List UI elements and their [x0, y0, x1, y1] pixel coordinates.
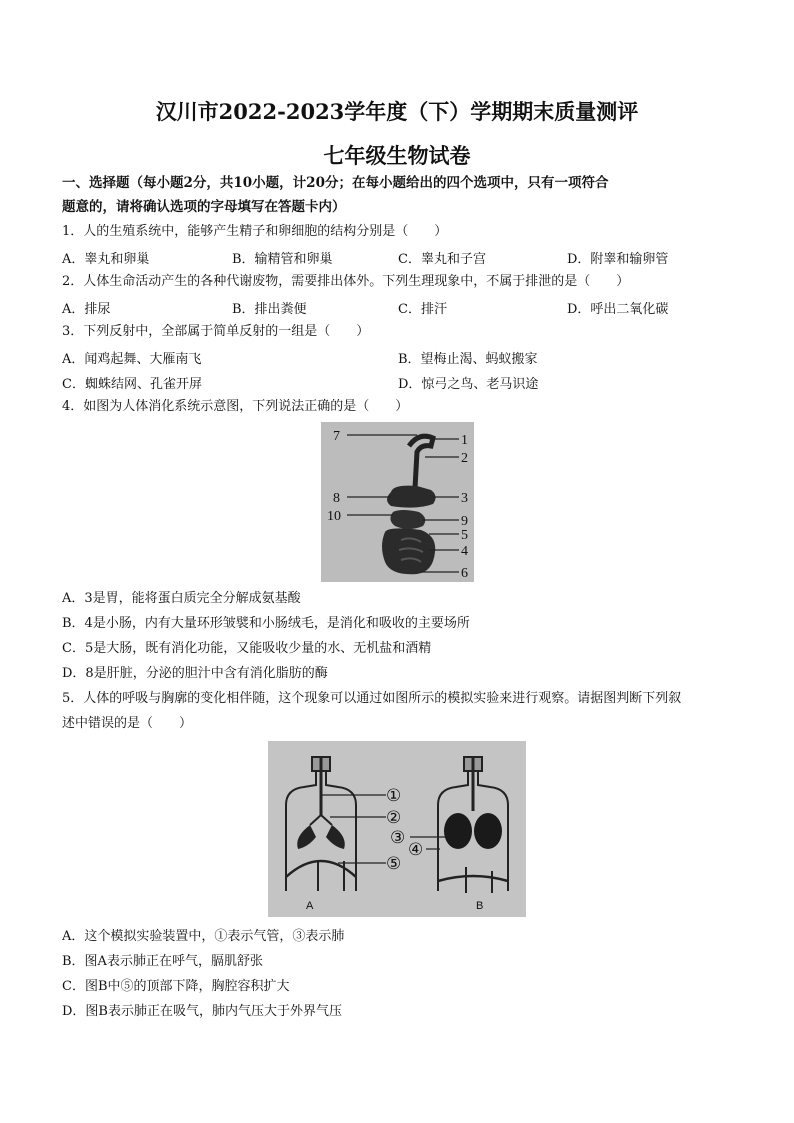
question-3-option-d: D．惊弓之鸟、老马识途 [398, 377, 539, 392]
question-3-option-a: A．闻鸡起舞、大雁南飞 [62, 352, 202, 367]
pancreas-shape [390, 510, 425, 529]
label-circled-4: ④ [408, 840, 424, 860]
breathing-model-drawing [268, 741, 526, 917]
question-5-option-b: B．图A表示肺正在呼气，膈肌舒张 [62, 954, 263, 969]
question-2-option-b: B．排出粪便 [232, 302, 307, 317]
question-2-option-d: D．呼出二氧化碳 [567, 302, 669, 317]
label-2: 2 [461, 451, 468, 466]
figure-label-b: B [476, 900, 484, 912]
question-5-stem-line1: 5．人体的呼吸与胸廓的变化相伴随，这个现象可以通过如图所示的模拟实验来进行观察。请据图判断下列叙 [62, 691, 682, 706]
label-3: 3 [461, 491, 468, 506]
question-2-option-a: A．排尿 [62, 302, 111, 317]
question-3-stem: 3．下列反射中，全部属于简单反射的一组是（ ） [62, 324, 370, 339]
label-6: 6 [461, 566, 468, 581]
label-8: 8 [333, 491, 340, 506]
question-1-option-c: C．睾丸和子宫 [398, 252, 486, 267]
question-5-option-d: D．图B表示肺正在吸气，肺内气压大于外界气压 [62, 1004, 342, 1019]
question-5-option-a: A．这个模拟实验装置中，①表示气管，③表示肺 [62, 929, 345, 944]
page-title: 汉川市2022-2023学年度（下）学期期末质量测评 [155, 99, 639, 124]
liver-stomach-shape [387, 486, 436, 508]
question-4-option-b: B．4是小肠，内有大量环形皱襞和小肠绒毛，是消化和吸收的主要场所 [62, 616, 470, 631]
breathing-model-figure [268, 741, 526, 917]
section-heading-line1: 一、选择题（每小题2分，共10小题，计20分；在每小题给出的四个选项中，只有一项符合 [62, 175, 609, 191]
question-1-stem: 1．人的生殖系统中，能够产生精子和卵细胞的结构分别是（ ） [62, 224, 448, 239]
question-3-option-c: C．蜘蛛结网、孔雀开屏 [62, 377, 202, 392]
jar-b-lung-right [474, 813, 502, 849]
figure-circled-labels [386, 786, 423, 874]
digestive-system-drawing [321, 422, 474, 582]
question-3-option-b: B．望梅止渴、蚂蚁搬家 [398, 352, 538, 367]
label-9: 9 [461, 514, 468, 529]
label-1: 1 [461, 433, 468, 448]
label-circled-2: ② [386, 808, 402, 828]
label-circled-3: ③ [390, 828, 406, 848]
jar-b-lung-left [444, 813, 472, 849]
jar-a-lung-left [297, 825, 316, 849]
question-4-option-c: C．5是大肠，既有消化功能，又能吸收少量的水、无机盐和酒精 [62, 641, 432, 656]
intestine-shape [382, 528, 435, 574]
label-10: 10 [327, 509, 341, 524]
figure-label-a: A [306, 900, 314, 912]
question-1-option-a: A．睾丸和卵巢 [62, 252, 150, 267]
label-7: 7 [333, 429, 340, 444]
question-4-option-d: D．8是肝脏，分泌的胆汁中含有消化脂肪的酶 [62, 666, 328, 681]
question-2-stem: 2．人体生命活动产生的各种代谢废物，需要排出体外。下列生理现象中，不属于排泄的是（ ） [62, 274, 630, 289]
question-1-option-b: B．输精管和卵巢 [232, 252, 333, 267]
question-4-option-a: A．3是胃，能将蛋白质完全分解成氨基酸 [62, 591, 301, 606]
question-2-option-c: C．排汗 [398, 302, 447, 317]
jar-a-lung-right [326, 825, 345, 849]
label-circled-1: ① [386, 786, 402, 806]
label-4: 4 [461, 544, 468, 559]
section-heading-line2: 题意的，请将确认选项的字母填写在答题卡内） [62, 199, 346, 215]
question-5-option-c: C．图B中⑤的顶部下降，胸腔容积扩大 [62, 979, 290, 994]
label-5: 5 [461, 528, 468, 543]
page-subtitle: 七年级生物试卷 [323, 143, 471, 168]
jar-b-diaphragm [438, 876, 508, 881]
question-5-stem-line2: 述中错误的是（ ） [62, 716, 193, 731]
label-circled-5: ⑤ [386, 854, 402, 874]
question-4-stem: 4．如图为人体消化系统示意图，下列说法正确的是（ ） [62, 399, 409, 414]
esophagus-shape [409, 436, 433, 488]
jar-a-bronchus-left [310, 815, 321, 825]
question-1-option-d: D．附睾和输卵管 [567, 252, 669, 267]
digestive-system-figure [321, 422, 474, 582]
